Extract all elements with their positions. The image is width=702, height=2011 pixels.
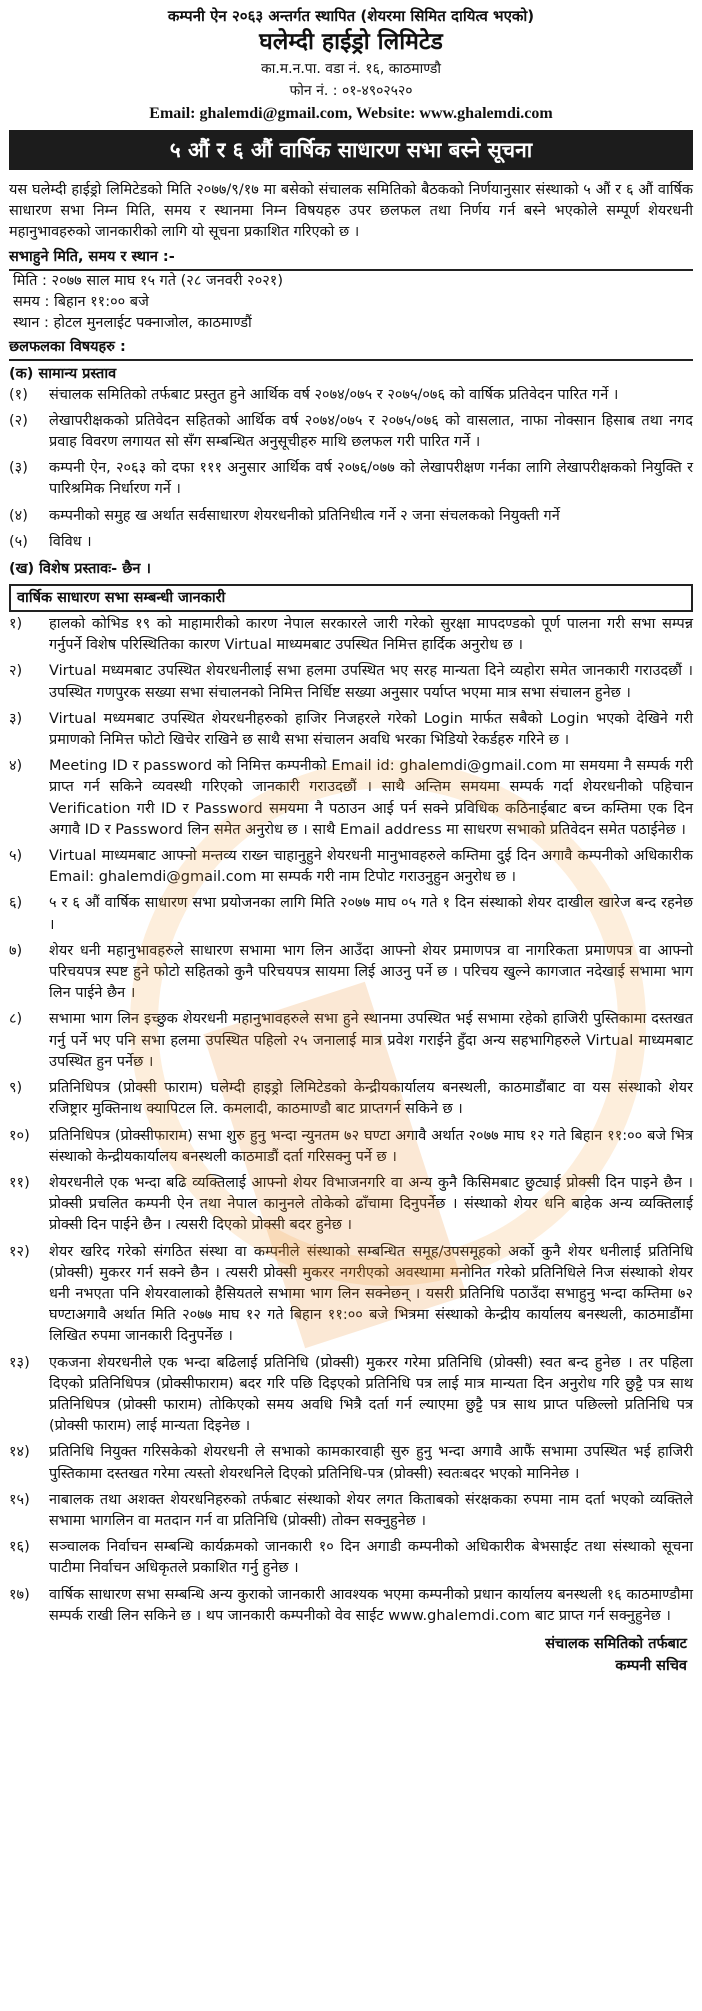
item-text: सभामा भाग लिन इच्छुक शेयरधनी महानुभावहरुले सभा हुने स्थानमा उपस्थित भई सभामा रहेको हाजिरी पुस्तिकामा दस्तखत गर्नु पर्ने भए पनि सभा हलमा उपस्थित पहिलो २५ जनालाई मात्र प्रवेश गराईने हुँदा अन्य सहभागिहरुले Virtual माध्यमबाट उपस्थित हुन पर्नेछ ।: [49, 1011, 693, 1070]
item-text: वार्षिक साधारण सभा सम्बन्धि अन्य कुराको जानकारी आवश्यक भएमा कम्पनीको प्रधान कार्यालय बनस्थली १६ काठमाण्डौमा सम्पर्क राखी लिन सकिने छ । थप जानकारी कम्पनीको वेव साईट www.ghalemdi.com बाट प्राप्त गर्न सक्नुहुनेछ ।: [49, 1586, 693, 1624]
info-item: [9, 1490, 693, 1532]
item-number: (४): [9, 507, 28, 524]
item-number: १४): [9, 1444, 30, 1461]
item-text: लेखापरीक्षकको प्रतिवेदन सहितको आर्थिक वर्ष २०७४/०७५ र २०७५/०७६ को वासलात, नाफा नोक्सान हिसाब तथा नगद प्रवाह विवरण लगायत सो सँग सम्बन्धित अनुसूचीहरु माथि छलफल गरी पारित गर्ने ।: [49, 412, 693, 451]
item-text: Meeting ID र password को निमित्त कम्पनीको Email id: ghalemdi@gmail.com मा समयमा नै सम्पर्क गरी प्राप्त गर्न सकिने व्यवस्थी गरिएको जानकारी गराउदछौं । साथै अन्तिम समयमा सम्पर्क गर्दा शेयरधनीको पहिचान Verification गरी ID र Password समयमा नै पठाउन आई पर्न सक्ने प्रविधिक कठिनाईबाट बच्न कम्तिमा एक दिन अगावै ID र Password लिन समेत अनुरोध छ । साथै Email address मा साधरण सभाको प्रतिवेदन समेत पठाईनेछ ।: [49, 758, 693, 838]
item-number: ११): [9, 1174, 30, 1191]
item-number: १०): [9, 1127, 30, 1144]
info-item: [9, 1442, 693, 1484]
item-text: कम्पनीको समुह ख अर्थात सर्वसाधारण शेयरधनीको प्रतिनिधीत्व गर्ने २ जना संचलकको नियुक्ती गर्ने: [49, 507, 560, 524]
info-item: [9, 614, 693, 656]
meeting-details-heading: सभाहुने मिति, समय र स्थान :-: [9, 246, 693, 271]
item-number: ५): [9, 848, 23, 865]
item-text: नाबालक तथा अशक्त शेयरधनिहरुको तर्फबाट संस्थाको शेयर लगत किताबको संरक्षकका रुपमा नाम दर्ता भएको व्यक्तिले सभामा भागलिन वा मतदान गर्न वा प्रतिनिधि (प्रोक्सी) तोक्न सक्नुहुनेछ ।: [49, 1491, 693, 1529]
signature-secretary: कम्पनी सचिव: [615, 1657, 687, 1674]
item-number: ३): [9, 710, 23, 727]
info-item: [9, 1353, 693, 1438]
special-proposal-line: (ख) विशेष प्रस्तावः- छैन ।: [9, 561, 151, 578]
item-text: प्रतिनिधि नियुक्त गरिसकेको शेयरधनी ले सभाको कामकारवाही सुरु हुनु भन्दा अगावै आफैं सभामा उपस्थित भई हाजिरी पुस्तिकामा दस्तखत गरेमा त्यस्तो शेयरधनिले दिएको प्रतिनिधि-पत्र (प्रोक्सी) स्वतःबदर भएको मानिनेछ ।: [49, 1444, 693, 1482]
item-text: शेयर धनी महानुभावहरुले साधारण सभामा भाग लिन आउँदा आफ्नो शेयर प्रमाणपत्र वा नागरिकता प्रमाणपत्र वा आफ्नो परिचयपत्र स्पष्ट हुने फोटो सहितको कुनै परिचयपत्र सायमा लिई आउनु पर्ने छ । परिचय खुल्ने कागजात नदेखाई सभामा भाग लिन पाईने छैन ।: [49, 942, 693, 1002]
item-number: (१): [9, 386, 28, 403]
item-text: हालको कोभिड १९ को माहामारीको कारण नेपाल सरकारले जारी गरेको सुरक्षा मापदण्डको पूर्ण पालना गरी सभा सम्पन्न गर्नुपर्ने विशेष परिस्थितिका कारण Virtual माध्यमबाट उपस्थित निमित्त हार्दिक अनुरोध छ ।: [49, 616, 693, 654]
agenda-item: [9, 532, 693, 553]
info-item: [9, 1242, 693, 1348]
item-text: एकजना शेयरधनीले एक भन्दा बढिलाई प्रतिनिधि (प्रोक्सी) मुकरर गरेमा प्रतिनिधि (प्रोक्सी) स्वत बन्द हुनेछ । तर पहिला दिएको प्रतिनिधिपत्र (प्रोक्सीफाराम) बदर गरि पछि दिइएको प्रतिनिधि पत्र लाई मात्र मान्यता दिन अनुरोध गरि छुट्टै पत्र साथ प्रतिनिधिपत्र (प्रोक्सी फाराम) तोकिएको समय अवधि भित्रै दर्ता गर्न ल्याएमा छुट्टै पत्र साथ प्राप्त पछिल्लो प्रतिनिधि पत्र (प्रोक्सी फाराम) लाई मान्यता दिइनेछ ।: [49, 1354, 693, 1435]
item-text: शेयरधनीले एक भन्दा बढि व्यक्तिलाई आफ्नो शेयर विभाजनगरि वा अन्य कुनै किसिमबाट छुट्याई प्रोक्सी दिन पाइने छैन । प्रोक्सी प्रचलित कम्पनी ऐन तथा नेपाल कानुनले तोकेको ढाँचामा दिनुपर्नेछ । संस्थाको शेयर धनि बाहेक अन्य व्यक्तिलाई प्रोक्सी दिन पाईने छैन । त्यसरी दिएको प्रोक्सी बदर हुनेछ ।: [49, 1174, 693, 1234]
agenda-item: [9, 506, 693, 527]
item-text: कम्पनी ऐन, २०६३ को दफा १११ अनुसार आर्थिक वर्ष २०७६/०७७ को लेखापरीक्षण गर्नका लागि लेखापरीक्षकको नियुक्ति र पारिश्रमिक निर्धारण गर्ने ।: [49, 460, 693, 498]
info-item: [9, 941, 693, 1005]
item-number: २): [9, 663, 23, 680]
info-item: [9, 846, 693, 888]
agenda-heading: छलफलका विषयहरु :: [9, 336, 693, 361]
meeting-venue: स्थान : होटल मुनलाईट पक्नाजोल, काठमाण्डौं: [13, 314, 252, 331]
item-text: Virtual मध्यमबाट उपस्थित शेयरधनीहरुको हाजिर निजहरले गरेको Login मार्फत सबैको Login भएको देखिने गरी प्रमाणको निमित्त फोटो खिचेर राखिने छ साथै सभा संचालन अवधि भरका भिडियो रेकर्डहरु गरिने छ ।: [49, 710, 693, 749]
item-text: विविध ।: [49, 533, 92, 550]
item-number: १२): [9, 1243, 30, 1260]
company-address: का.म.न.पा. वडा नं. १६, काठमाण्डौ: [260, 61, 442, 77]
info-item: [9, 1173, 693, 1237]
item-number: (२): [9, 412, 28, 429]
info-item: [9, 661, 693, 703]
info-item: [9, 1537, 693, 1579]
item-number: ६): [9, 895, 23, 912]
establishment-line: कम्पनी ऐन २०६३ अन्तर्गत स्थापित (शेयरमा सिमित दायित्व भएको): [167, 7, 535, 25]
item-number: ९): [9, 1080, 23, 1097]
company-contact: Email: ghalemdi@gmail.com, Website: www.ghalemdi.com: [149, 105, 553, 122]
notice-title-banner: ५ औं र ६ औं वार्षिक साधारण सभा बस्ने सूचना: [9, 130, 693, 170]
item-number: १३): [9, 1354, 30, 1371]
item-number: ८): [9, 1011, 23, 1028]
company-name: घलेम्दी हाईड्रो लिमिटेड: [259, 29, 443, 55]
item-text: सञ्चालक निर्वाचन सम्बन्धि कार्यक्रमको जानकारी १० दिन अगाडी कम्पनीको अधिकारीक बेभसाईट तथा संस्थाको सूचना पाटीमा निर्वाचन अधिकृतले प्रकाशित गर्नु हुनेछ ।: [49, 1539, 693, 1577]
agenda-item: [9, 411, 693, 453]
agenda-item: [9, 458, 693, 500]
item-text: संचालक समितिको तर्फबाट प्रस्तुत हुने आर्थिक वर्ष २०७४/०७५ र २०७५/०७६ को वार्षिक प्रतिवेदन पारित गर्ने ।: [49, 386, 619, 403]
info-item: [9, 893, 693, 935]
meeting-info-heading: वार्षिक साधारण सभा सम्बन्धी जानकारी: [9, 584, 693, 612]
meeting-time: समय : बिहान ११:०० बजे: [13, 293, 149, 310]
item-number: १): [9, 616, 23, 633]
item-number: ४): [9, 758, 23, 775]
info-item: [9, 1585, 693, 1627]
item-text: प्रतिनिधिपत्र (प्रोक्सीफाराम) सभा शुरु हुनु भन्दा न्युनतम ७२ घण्टा अगावै अर्थात २०७७ माघ १२ गते बिहान ११:०० बजे भित्र संस्थाको केन्द्रीयकार्यालय बनस्थली काठमाडौं दर्ता गरिसक्नु पर्ने छ ।: [49, 1127, 693, 1165]
general-proposal-list: [9, 385, 693, 553]
item-text: Virtual माध्यमबाट आफ्नो मन्तव्य राख्न चाहानुहुने शेयरधनी मानुभावहरुले कम्तिमा दुई दिन अगावै कम्पनीको अधिकारीक Email: ghalemdi@gmail.com मा सम्पर्क गरी नाम टिपोट गराउनुहुन अनुरोध छ ।: [49, 848, 693, 886]
item-number: १७): [9, 1586, 30, 1603]
info-item: [9, 1009, 693, 1073]
item-text: Virtual मध्यमबाट उपस्थित शेयरधनीलाई सभा हलमा उपस्थित भए सरह मान्यता दिने व्यहोरा समेत जानकारी गराउदछौं । उपस्थित गणपुरक सख्या सभा संचालनको निमित्त निर्धिष्ट सख्या अनुसार पर्याप्त भएमा मात्र सभा संचालन हुनेछ ।: [49, 663, 693, 701]
item-text: प्रतिनिधिपत्र (प्रोक्सी फाराम) घलेम्दी हाइड्रो लिमिटेडको केन्द्रीयकार्यालय बनस्थली, काठमाडौंबाट वा यस संस्थाको शेयर रजिष्ट्रार मुक्तिनाथ क्यापिटल लि. कमलादी, काठमाण्डौ बाट प्राप्तगर्न सकिने छ ।: [49, 1080, 693, 1118]
company-phone: फोन नं. : ०१-४९०२५२०: [289, 83, 413, 99]
signature-committee: संचालक समितिको तर्फबाट: [545, 1635, 687, 1652]
intro-paragraph: यस घलेम्दी हाईड्रो लिमिटेडको मिति २०७७/९/१७ मा बसेको संचालक समितिको बैठकको निर्णयानुसार संस्थाको ५ औं र ६ औं वार्षिक साधारण सभा निम्न मिति, समय र स्थानमा निम्न विषयहरु उपर छलफल तथा निर्णय गर्न बस्ने भएकोले सम्पूर्ण शेयरधनी महानुभावहरुको जानकारीको लागि यो सूचना प्रकाशित गरिएको छ ।: [9, 182, 693, 241]
item-number: ७): [9, 942, 23, 959]
notice-header: [9, 6, 693, 126]
meeting-date: मिति : २०७७ साल माघ १५ गते (२८ जनवरी २०२१): [13, 272, 283, 289]
item-text: शेयर खरिद गरेको संगठित संस्था वा कम्पनीले संस्थाको सम्बन्धित समूह/उपसमूहको अर्को कुनै शेयर धनीलाई प्रतिनिधि (प्रोक्सी) मुकरर गर्न सक्ने छैन । त्यसरी प्रोक्सी मुकरर नगरीएको अवस्थामा मनोनित गरेको प्रतिनिधिले निज संस्थाको शेयर धनी नभएता पनि शेयरवालाको हैसियतले सभामा भाग लिन सक्नेछन् । यसरी प्रतिनिधि पठाउँदा सभाहुनु भन्दा कम्तिमा ७२ घण्टाअगावै अर्थात मिति २०७७ माघ १२ गते बिहान ११:०० बजे भित्रमा संस्थाको केन्द्रीय कार्यालय बनस्थली, काठमाडौंमा लिखित रुपमा जानकारी दिनुपर्नेछ ।: [49, 1243, 693, 1345]
agenda-item: [9, 385, 693, 406]
info-item: [9, 1126, 693, 1168]
info-item: [9, 1078, 693, 1120]
signature-block: [9, 1633, 693, 1677]
item-number: १५): [9, 1491, 30, 1508]
info-item: [9, 709, 693, 751]
item-number: (३): [9, 460, 28, 477]
item-number: (५): [9, 533, 28, 550]
info-item: [9, 756, 693, 841]
meeting-info-list: [9, 614, 693, 1627]
item-text: ५ र ६ औं वार्षिक साधारण सभा प्रयोजनका लागि मिति २०७७ माघ ०५ गते १ दिन संस्थाको शेयर दाखील खारेज बन्द रहनेछ ।: [49, 895, 693, 933]
general-proposal-heading: (क) सामान्य प्रस्ताव: [9, 365, 117, 382]
item-number: १६): [9, 1539, 30, 1556]
